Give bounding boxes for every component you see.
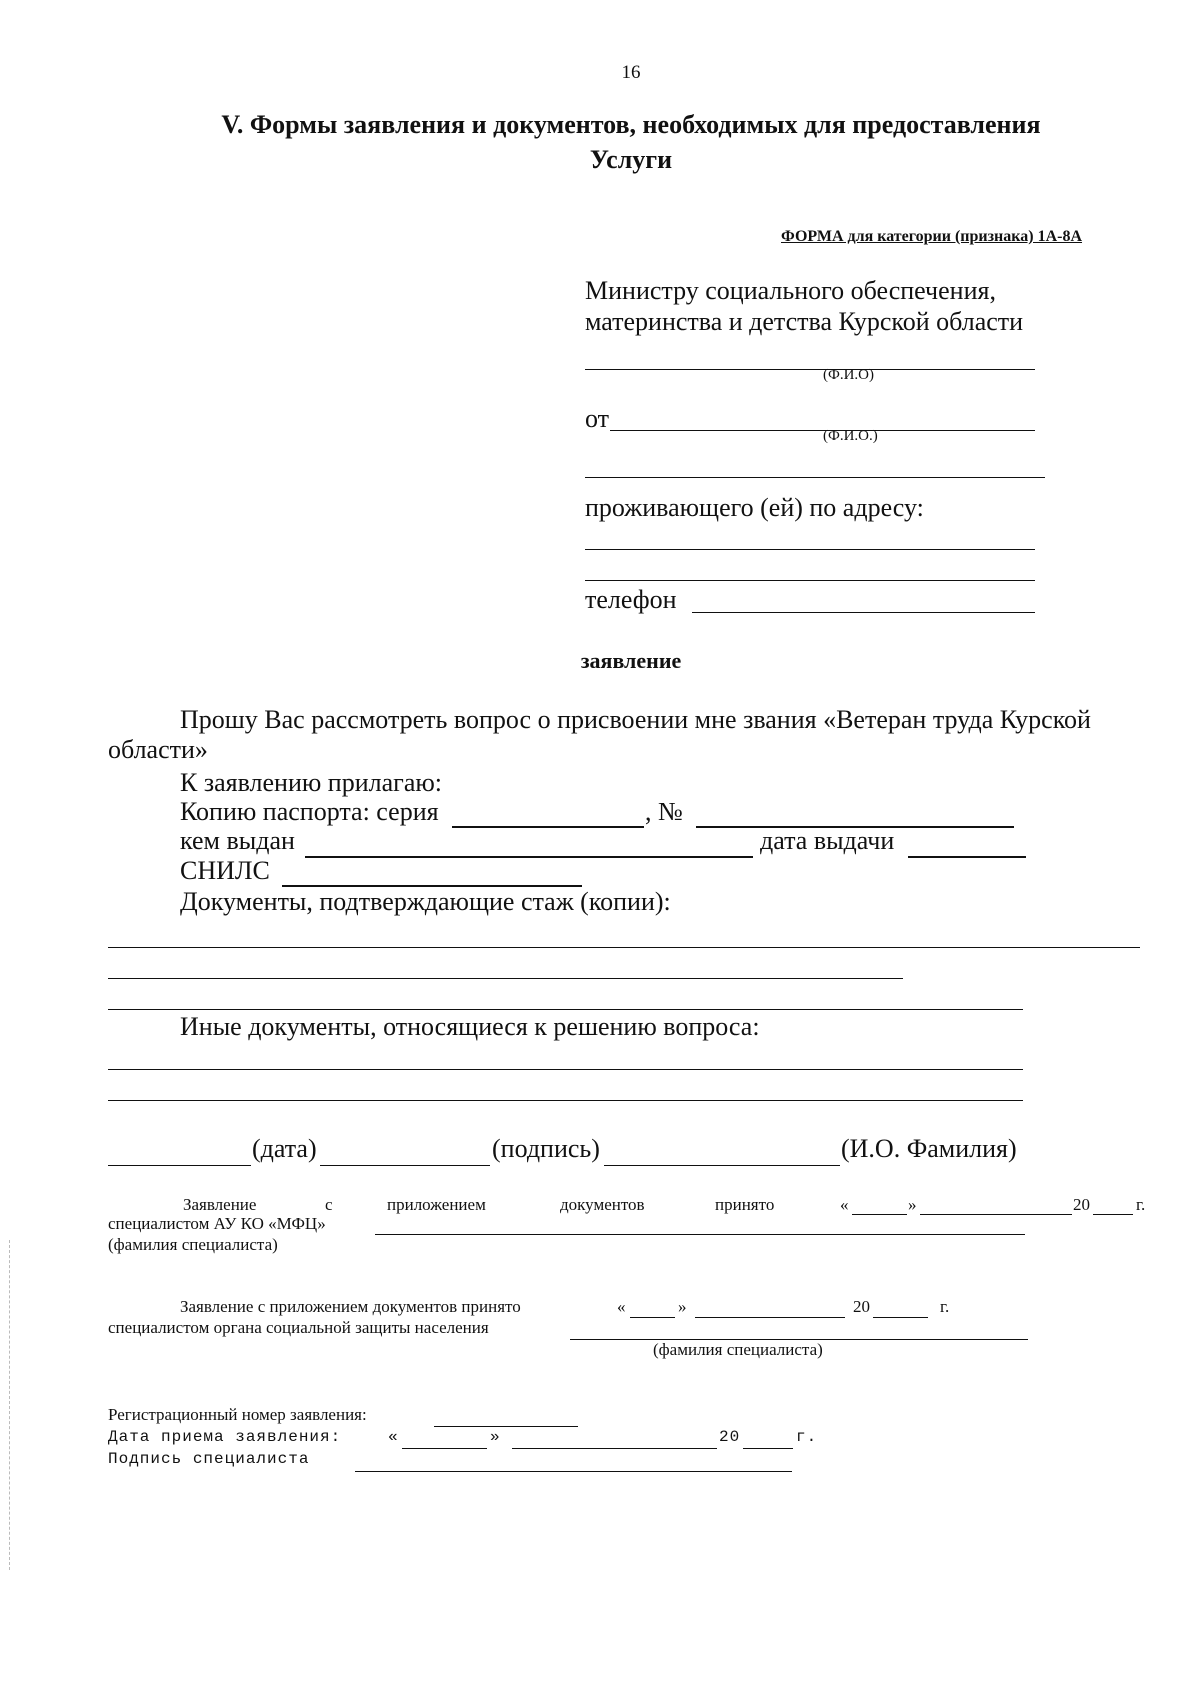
social-accept-label: Заявление с приложением документов принято <box>180 1297 521 1316</box>
mfc-word-2: с <box>325 1195 333 1214</box>
reg-quote-open: « <box>388 1428 399 1446</box>
mfc-quote-open: « <box>840 1195 849 1214</box>
applicant-fio-line-2[interactable] <box>585 477 1045 478</box>
mfc-word-4: документов <box>560 1195 645 1214</box>
fio-caption-1: (Ф.И.О) <box>823 367 875 383</box>
addressee-line2: материнства и детства Курской области <box>585 307 1024 336</box>
statement-title: заявление <box>580 648 682 673</box>
reg-month-line[interactable] <box>512 1448 717 1449</box>
reg-number-line[interactable] <box>434 1426 578 1427</box>
request-line1: Прошу Вас рассмотреть вопрос о присвоении мне звания «Ветеран труда Курской <box>180 705 1091 734</box>
name-caption: (И.О. Фамилия) <box>841 1134 1017 1163</box>
mfc-word-1: Заявление <box>183 1195 257 1214</box>
request-line2: области» <box>108 735 208 764</box>
experience-docs-line-2[interactable] <box>108 978 903 979</box>
reg-date-label: Дата приема заявления: <box>108 1428 342 1446</box>
minister-fio-line[interactable] <box>585 369 1035 370</box>
address-line-2[interactable] <box>585 580 1035 581</box>
date-caption: (дата) <box>252 1134 317 1163</box>
social-specialist-label: специалистом органа социальной защиты населения <box>108 1318 489 1337</box>
section-heading-line2: Услуги <box>589 145 673 174</box>
reg-year-suffix: г. <box>796 1428 818 1446</box>
mfc-specialist-label: специалистом АУ КО «МФЦ» <box>108 1214 326 1233</box>
attach-label: К заявлению прилагаю: <box>180 768 443 797</box>
address-line-1[interactable] <box>585 549 1035 550</box>
other-docs-line-1[interactable] <box>108 1069 1023 1070</box>
social-year-suffix: г. <box>940 1297 950 1316</box>
address-label: проживающего (ей) по адресу: <box>585 493 924 522</box>
mfc-day-line[interactable] <box>852 1214 907 1215</box>
mfc-word-5: принято <box>715 1195 775 1214</box>
other-docs-label: Иные документы, относящиеся к решению вопроса: <box>180 1012 760 1041</box>
page-number: 16 <box>621 62 641 83</box>
social-month-line[interactable] <box>695 1317 845 1318</box>
scan-edge-mark <box>9 1240 10 1570</box>
mfc-year-prefix: 20 <box>1073 1195 1090 1214</box>
specialist-signature-line[interactable] <box>355 1471 792 1472</box>
issued-by-label: кем выдан <box>180 826 295 855</box>
social-quote-close: » <box>678 1297 687 1316</box>
mfc-month-line[interactable] <box>920 1214 1072 1215</box>
addressee-line1: Министру социального обеспечения, <box>585 276 996 305</box>
social-quote-open: « <box>617 1297 626 1316</box>
phone-line[interactable] <box>692 612 1035 613</box>
section-heading-line1: V. Формы заявления и документов, необходимых для предоставления <box>221 110 1041 139</box>
mfc-year-line[interactable] <box>1093 1214 1133 1215</box>
social-day-line[interactable] <box>630 1317 675 1318</box>
social-year-prefix: 20 <box>853 1297 870 1316</box>
fio-caption-2: (Ф.И.О.) <box>823 428 878 444</box>
mfc-quote-close: » <box>908 1195 917 1214</box>
name-line[interactable] <box>604 1165 840 1166</box>
experience-docs-line-3[interactable] <box>108 1009 1023 1010</box>
reg-year-prefix: 20 <box>719 1428 741 1446</box>
signature-line[interactable] <box>320 1165 490 1166</box>
social-year-line[interactable] <box>873 1317 928 1318</box>
passport-label: Копию паспорта: серия <box>180 797 439 826</box>
phone-label: телефон <box>585 585 677 614</box>
mfc-year-suffix: г. <box>1136 1195 1146 1214</box>
issued-by-line[interactable] <box>305 856 753 858</box>
experience-docs-line-1[interactable] <box>108 947 1140 948</box>
date-line[interactable] <box>108 1165 251 1166</box>
reg-quote-close: » <box>490 1428 501 1446</box>
mfc-word-3: приложением <box>387 1195 486 1214</box>
reg-day-line[interactable] <box>402 1448 487 1449</box>
passport-series-line[interactable] <box>452 826 644 828</box>
reg-year-line[interactable] <box>743 1448 793 1449</box>
mfc-caption: (фамилия специалиста) <box>108 1235 278 1254</box>
experience-docs-label: Документы, подтверждающие стаж (копии): <box>180 887 671 916</box>
other-docs-line-2[interactable] <box>108 1100 1023 1101</box>
reg-number-label: Регистрационный номер заявления: <box>108 1405 367 1424</box>
form-code: ФОРМА для категории (признака) 1А-8А <box>781 228 1083 245</box>
issue-date-line[interactable] <box>908 856 1026 858</box>
passport-number-label: , № <box>645 797 683 826</box>
social-caption: (фамилия специалиста) <box>653 1340 823 1359</box>
specialist-signature-label: Подпись специалиста <box>108 1450 310 1468</box>
from-label: от <box>585 404 610 433</box>
mfc-specialist-line[interactable] <box>375 1234 1025 1235</box>
snils-label: СНИЛС <box>180 856 270 885</box>
issue-date-label: дата выдачи <box>760 826 895 855</box>
signature-caption: (подпись) <box>492 1134 600 1163</box>
